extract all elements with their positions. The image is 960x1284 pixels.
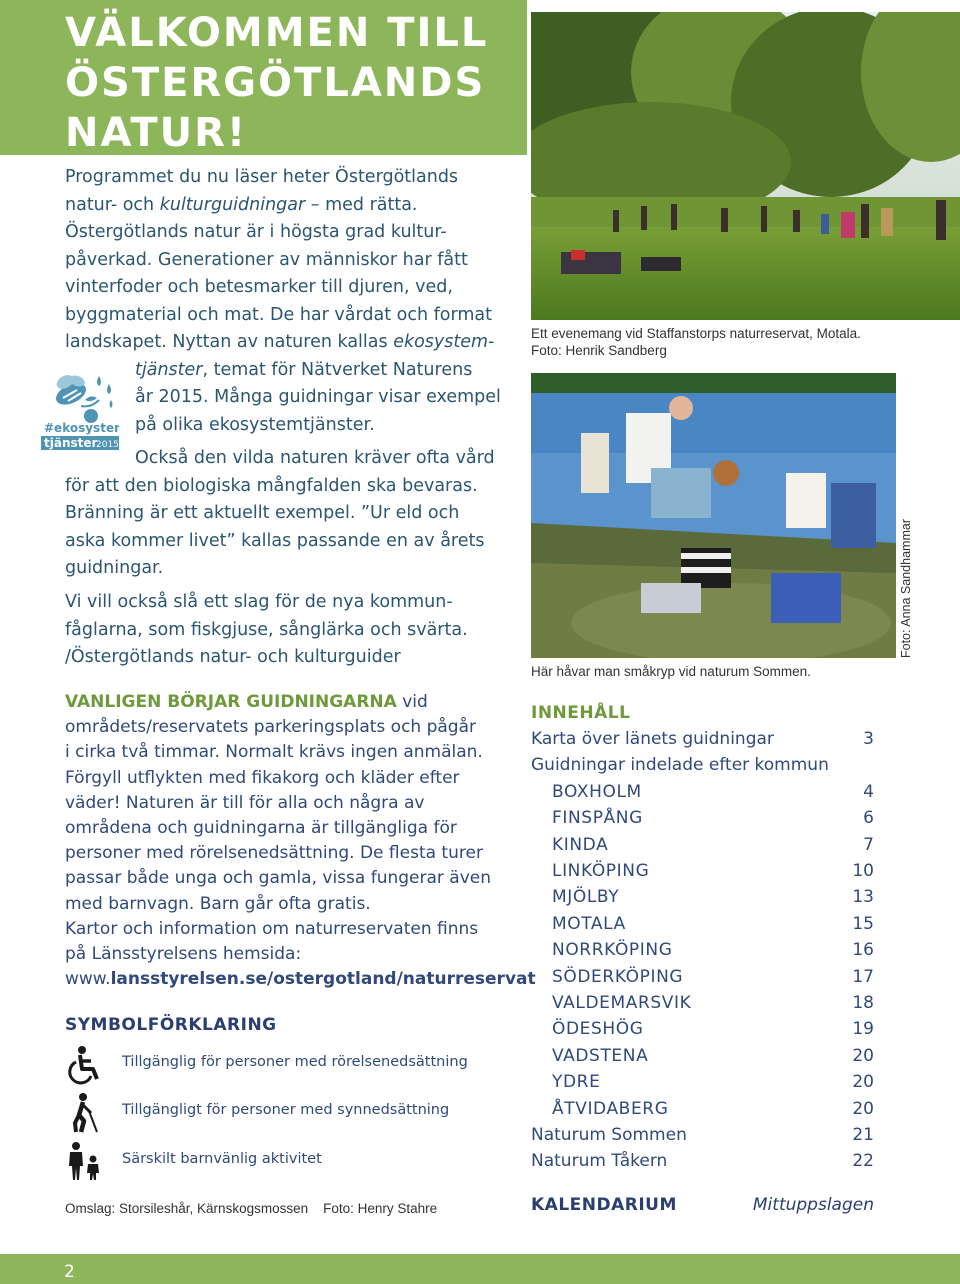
intro-paragraph-3 [65,589,515,672]
url-prefix: www. [65,969,111,990]
bee-apple-icon [41,370,119,450]
toc-label: Naturum Sommen [531,1125,687,1145]
toc-page-number: 7 [863,834,874,855]
toc-label: Karta över länets guidningar [531,729,774,749]
toc-row[interactable] [531,993,874,1019]
intro-line: Östergötlands natur är i högsta grad kultur- [65,222,447,242]
body-line: Förgyll utflykten med fikakorg och kläder efter [65,767,460,788]
toc-label: FINSPÅNG [552,808,643,829]
toc-label: VADSTENA [552,1045,649,1066]
toc-row[interactable] [531,755,874,781]
symbol-label: Tillgängligt för personer med synnedsättning [122,1102,450,1118]
intro-line: guidningar. [65,558,164,578]
symbol-label: Särskilt barnvänlig aktivitet [122,1151,322,1167]
toc-label: VALDEMARSVIK [552,993,692,1013]
intro-line [65,192,515,220]
body-line: områdets/reservatets parkeringsplats och pågår [65,717,476,738]
toc-label: MJÖLBY [552,887,620,908]
toc-row[interactable] [531,808,874,834]
lake-photo-image [531,373,896,658]
title-line: ÖSTERGÖTLANDS [65,60,486,106]
toc-row[interactable] [531,967,874,993]
intro-line: vinterfoder och betesmarker till djuren, ved, [65,277,453,297]
toc-page-number: 20 [852,1045,874,1066]
blind-person-cane-icon [65,1093,105,1133]
toc-label: MOTALA [552,913,626,934]
intro-text: landskapet. Nyttan av naturen kallas [65,332,394,352]
toc-row[interactable] [531,1019,874,1045]
toc-row[interactable] [531,782,874,808]
photo-meadow-event [531,12,960,320]
symbol-label: Tillgänglig för personer med rörelsenedsättning [122,1054,468,1070]
toc-page-number: 19 [852,1019,874,1040]
intro-line: påverkad. Generationer av människor har fått [65,249,468,270]
badge-line-2: tjänster [44,436,98,450]
toc-page-number: 10 [852,861,874,881]
body-line: på Länsstyrelsens hemsida: [65,944,302,965]
body-line: personer med rörelsenedsättning. De flesta turer [65,843,483,864]
title-line: NATUR! [65,110,248,156]
url-bold: lansstyrelsen.se/ostergotland/naturreservat [110,969,536,990]
intro-line: Programmet du nu läser heter Östergötlands [65,167,459,187]
toc-row[interactable] [531,729,874,755]
photo2-caption: Här håvar man småkryp vid naturum Sommen. [531,664,811,679]
intro-line: byggmaterial och mat. De har vårdat och format [65,304,492,325]
intro-line: fåglarna, som fiskgjuse, sånglärka och svärta. [65,619,468,640]
intro-line: år 2015. Många guidningar visar exempel [135,387,501,407]
toc-label: ÖDESHÖG [552,1019,644,1040]
body-line: i cirka två timmar. Normalt krävs ingen anmälan. [65,742,483,763]
intro-emphasis: ekosystem- [393,332,495,352]
symbol-row-visual [65,1093,485,1133]
intro-line: aska kommer livet” kallas passande en av årets [65,530,485,551]
toc-page-number: 17 [852,966,874,987]
intro-text: – med rätta. [305,194,418,215]
toc-label: BOXHOLM [552,781,642,802]
toc-label: NORRKÖPING [552,940,673,961]
toc-row[interactable] [531,940,874,966]
toc-page-number: 3 [863,729,874,749]
intro-line: /Östergötlands natur- och kulturguider [65,647,401,667]
intro-line: för att den biologiska mångfalden ska bevaras. [65,475,478,496]
cover-credit: Omslag: Storsileshår, Kärnskogsmossen Foto: Henry Stahre [65,1201,438,1216]
body-line: väder! Naturen är till för alla och några av [65,792,425,813]
ekosystemtjanster-badge [41,370,119,450]
intro-paragraph-2 [65,445,515,583]
toc-row[interactable] [531,861,874,887]
intro-paragraph [65,164,515,439]
badge-line-1: #ekosystem [44,421,119,435]
toc-row[interactable] [531,835,874,861]
toc-row[interactable] [531,1072,874,1098]
website-link[interactable] [65,967,536,992]
toc-label: YDRE [552,1072,601,1093]
toc-row[interactable] [531,1151,874,1177]
body-line [65,690,505,715]
toc-page-number: 20 [852,1098,874,1119]
photo2-credit: Foto: Anna Sandhammar [899,519,913,658]
photo-lake-children [531,373,896,658]
toc-label: Guidningar indelade efter kommun [531,755,829,776]
toc-heading: INNEHÅLL [531,703,631,723]
badge-year: 2015 [96,440,119,450]
kalendarium-row[interactable] [531,1195,874,1219]
toc-row[interactable] [531,914,874,940]
intro-line: på olika ekosystemtjänster. [135,414,375,435]
photo1-caption [531,325,951,359]
toc-page-number: 18 [852,993,874,1013]
toc-label: SÖDERKÖPING [552,966,684,987]
meadow-photo-image [531,12,960,320]
toc-page-number: 6 [863,808,874,829]
toc-page-number: 13 [852,887,874,908]
title-line: VÄLKOMMEN TILL [65,10,489,56]
symbol-row-child-friendly [65,1142,485,1182]
toc-label: KINDA [552,834,609,855]
toc-row[interactable] [531,1125,874,1151]
intro-line: Vi vill också slå ett slag för de nya kommun- [65,592,453,612]
kalendarium-label: KALENDARIUM [531,1195,677,1215]
body-line: Kartor och information om naturreservaten finns [65,918,479,939]
toc-row[interactable] [531,1099,874,1125]
caption-credit: Foto: Henrik Sandberg [531,343,667,358]
symbol-legend-heading: SYMBOLFÖRKLARING [65,1015,277,1035]
intro-line: Bränning är ett aktuellt exempel. ”Ur eld och [65,503,460,523]
intro-text: , temat för Nätverket Naturens [202,359,473,380]
body-line: med barnvagn. Barn går ofta gratis. [65,893,371,914]
toc-label: ÅTVIDABERG [552,1098,669,1119]
toc-page-number: 20 [852,1072,874,1093]
symbol-row-wheelchair [65,1045,485,1085]
wheelchair-icon [65,1045,105,1085]
footer-band [0,1254,960,1284]
body-line: passar både unga och gamla, vissa fungerar även [65,868,492,889]
intro-text: natur- och [65,194,160,215]
toc-label: Naturum Tåkern [531,1151,668,1172]
body-paragraph [65,690,536,992]
adult-child-icon [65,1142,105,1182]
lead-in: VANLIGEN BÖRJAR GUIDNINGARNA [65,692,397,712]
intro-emphasis: kulturguidningar [159,194,306,215]
toc-row[interactable] [531,887,874,913]
toc-page-number: 22 [852,1151,874,1172]
toc-page-number: 21 [852,1125,874,1145]
toc-row[interactable] [531,1046,874,1072]
page-title [65,8,515,158]
toc-label: LINKÖPING [552,861,650,881]
body-text: vid [396,692,428,712]
intro-line [65,329,515,357]
toc-page-number: 16 [852,940,874,961]
toc-page-number: 4 [863,781,874,802]
kalendarium-page: Mittuppslagen [752,1195,874,1215]
intro-line: Också den vilda naturen kräver ofta vård [135,448,495,468]
intro-emphasis: tjänster [135,359,203,380]
caption-line: Ett evenemang vid Staffanstorps naturreservat, Motala. [531,326,861,341]
body-line: områdena och guidningarna är tillgängliga för [65,818,457,839]
intro-line [65,357,515,385]
page-number: 2 [64,1262,75,1282]
toc-page-number: 15 [852,913,874,934]
